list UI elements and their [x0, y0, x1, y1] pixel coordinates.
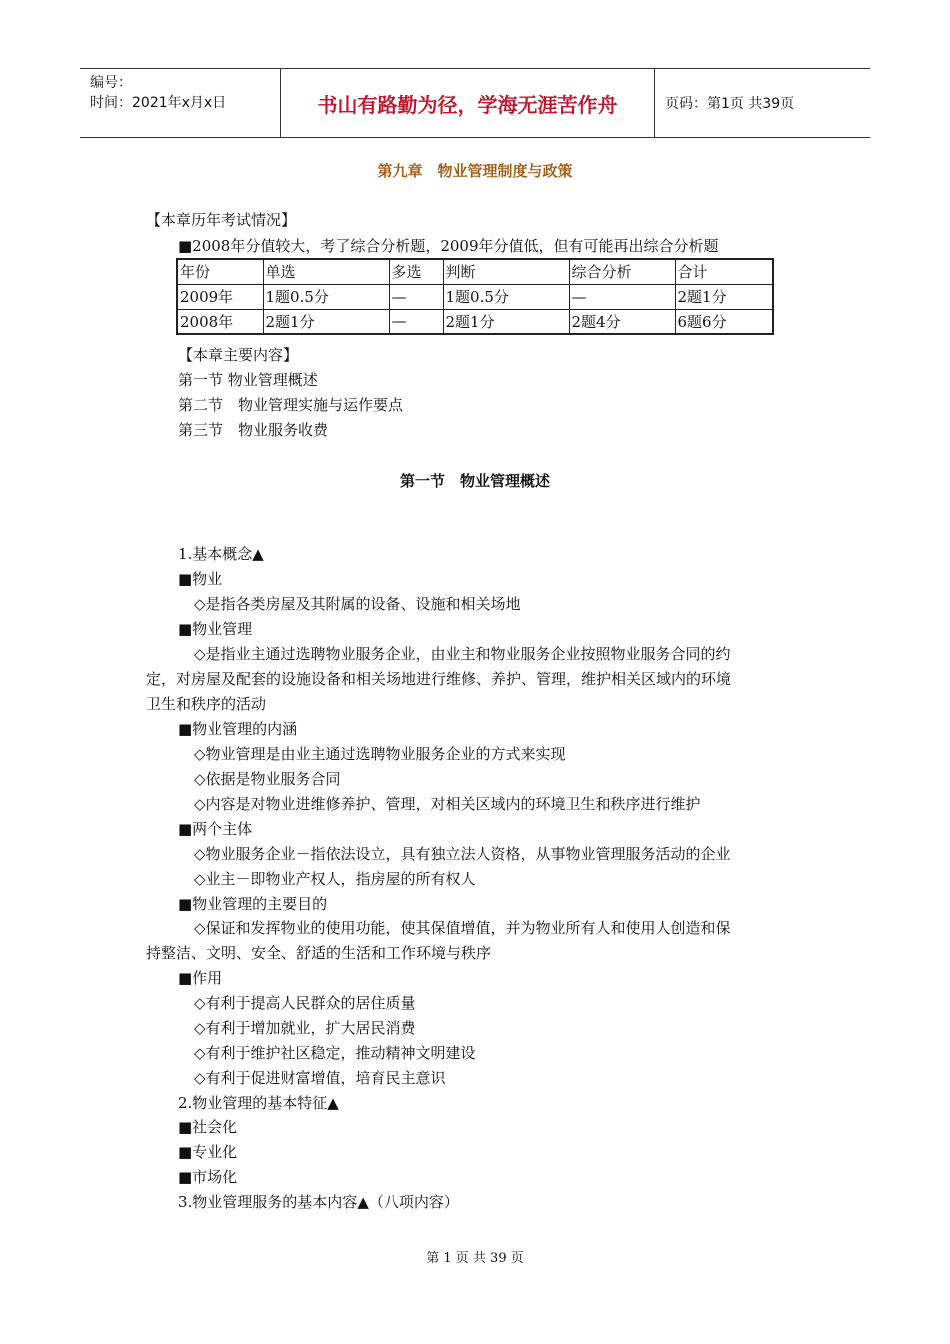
body-line: 卫生和秩序的活动: [146, 695, 267, 713]
exam-table: [176, 258, 774, 335]
header-motto: 书山有路勤为径，学海无涯苦作舟: [280, 69, 655, 137]
body-line: ◇保证和发挥物业的使用功能，使其保值增值，并为物业所有人和使用人创造和保: [194, 919, 731, 937]
table-cell: 1题0.5分: [443, 284, 569, 309]
body-line: ■物业管理的主要目的: [178, 895, 328, 913]
body-line: 持整洁、文明、安全、舒适的生活和工作环境与秩序: [146, 944, 492, 962]
section-title: 第一节 物业管理概述: [399, 472, 550, 490]
table-cell: 2题4分: [569, 309, 675, 334]
body-line: 1.基本概念▲: [178, 545, 264, 563]
body-line: ◇有利于增加就业，扩大居民消费: [194, 1019, 416, 1037]
body-line: ■社会化: [178, 1118, 238, 1136]
body-line: 定，对房屋及配套的设施设备和相关场地进行维修、养护、管理，维护相关区域内的环境: [146, 670, 732, 688]
contents-item: 第二节 物业管理实施与运作要点: [178, 396, 404, 414]
table-cell: 2题1分: [675, 284, 773, 309]
table-header-cell: 判断: [443, 259, 569, 284]
body-line: 3.物业管理服务的基本内容▲（八项内容）: [178, 1193, 459, 1211]
exam-note: ■2008年分值较大，考了综合分析题，2009年分值低，但有可能再出综合分析题: [178, 237, 719, 255]
table-row: [177, 284, 773, 309]
table-cell: —: [569, 284, 675, 309]
time-label: 时间：2021年x月x日: [90, 95, 227, 111]
body-line: ◇有利于提高人民群众的居住质量: [194, 994, 416, 1012]
number-label: 编号：: [90, 75, 132, 91]
table-header-cell: 年份: [177, 259, 263, 284]
table-cell: 2009年: [177, 284, 263, 309]
table-header-cell: 合计: [675, 259, 773, 284]
body-line: ■物业管理: [178, 620, 253, 638]
table-header-cell: 多选: [389, 259, 443, 284]
table-cell: 6题6分: [675, 309, 773, 334]
page-footer: 第 1 页 共 39 页: [426, 1251, 524, 1266]
body-line: ◇有利于促进财富增值，培育民主意识: [194, 1069, 446, 1087]
table-header-cell: 单选: [263, 259, 389, 284]
header-page-label: 页码：第1页 共39页: [665, 96, 795, 112]
table-cell: 2题1分: [443, 309, 569, 334]
table-header-row: [177, 259, 773, 284]
table-row: [177, 309, 773, 334]
table-cell: 2题1分: [263, 309, 389, 334]
body-line: ■物业管理的内涵: [178, 720, 298, 738]
body-line: ◇业主－即物业产权人，指房屋的所有权人: [194, 870, 476, 888]
body-line: ◇物业服务企业－指依法设立，具有独立法人资格，从事物业管理服务活动的企业: [194, 845, 731, 863]
body-line: ■物业: [178, 570, 223, 588]
page-header: [80, 68, 870, 138]
body-line: ◇有利于维护社区稳定，推动精神文明建设: [194, 1044, 476, 1062]
contents-item: 第三节 物业服务收费: [178, 421, 329, 439]
body-line: ■两个主体: [178, 820, 253, 838]
contents-heading: 【本章主要内容】: [178, 346, 299, 364]
header-info: [80, 69, 280, 137]
table-cell: —: [389, 309, 443, 334]
body-line: ◇依据是物业服务合同: [194, 770, 341, 788]
body-line: ◇是指各类房屋及其附属的设备、设施和相关场地: [194, 595, 521, 613]
body-line: ■专业化: [178, 1143, 238, 1161]
body-line: ■市场化: [178, 1168, 238, 1186]
body-line: ◇是指业主通过选聘物业服务企业，由业主和物业服务企业按照物业服务合同的约: [194, 645, 731, 663]
body-line: ■作用: [178, 969, 223, 987]
body-line: 2.物业管理的基本特征▲: [178, 1094, 339, 1112]
exam-heading: 【本章历年考试情况】: [146, 211, 297, 229]
table-cell: 1题0.5分: [263, 284, 389, 309]
body-line: ◇物业管理是由业主通过选聘物业服务企业的方式来实现: [194, 745, 566, 763]
body-line: ◇内容是对物业进维修养护、管理，对相关区域内的环境卫生和秩序进行维护: [194, 795, 701, 813]
table-cell: —: [389, 284, 443, 309]
chapter-title: 第九章 物业管理制度与政策: [377, 162, 573, 180]
table-header-cell: 综合分析: [569, 259, 675, 284]
contents-item: 第一节 物业管理概述: [178, 371, 318, 389]
table-cell: 2008年: [177, 309, 263, 334]
